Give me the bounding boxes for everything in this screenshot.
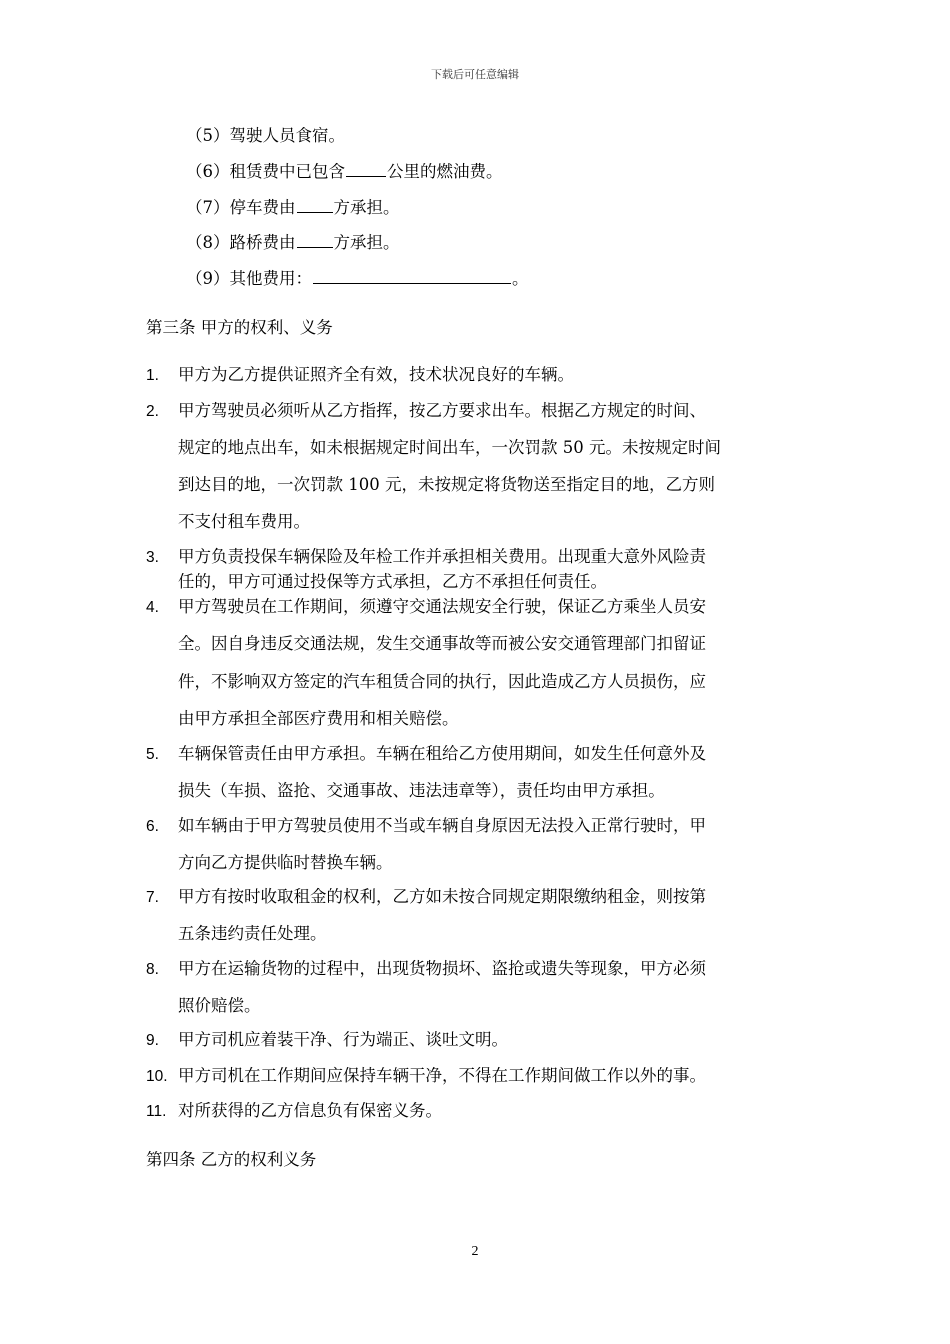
list-item-line: 甲方在运输货物的过程中，出现货物损坏、盗抢或遗失等现象，甲方必须 bbox=[178, 959, 706, 978]
fill-blank[interactable] bbox=[297, 196, 333, 213]
fee-item-8: （8）路桥费由 方承担。 bbox=[186, 233, 400, 252]
list-item-line: 照价赔偿。 bbox=[178, 996, 261, 1015]
list-item-number: 11. bbox=[146, 1103, 167, 1120]
list-item-line: 由甲方承担全部医疗费用和相关赔偿。 bbox=[178, 709, 459, 728]
list-item-number: 1. bbox=[146, 367, 159, 384]
list-item-line: 甲方司机在工作期间应保持车辆干净，不得在工作期间做工作以外的事。 bbox=[178, 1066, 706, 1085]
list-item-line: 任的，甲方可通过投保等方式承担，乙方不承担任何责任。 bbox=[178, 572, 607, 591]
list-item-line: 规定的地点出车，如未根据规定时间出车，一次罚款 50 元。未按规定时间 bbox=[178, 438, 721, 457]
list-item-line: 方向乙方提供临时替换车辆。 bbox=[178, 853, 393, 872]
fee-item-9: （9）其他费用： 。 bbox=[186, 269, 529, 288]
fill-blank[interactable] bbox=[313, 267, 511, 284]
list-item-line: 甲方为乙方提供证照齐全有效，技术状况良好的车辆。 bbox=[178, 365, 574, 384]
page-header-note: 下载后可任意编辑 bbox=[431, 68, 519, 81]
list-item-line: 到达目的地，一次罚款 100 元，未按规定将货物送至指定目的地，乙方则 bbox=[178, 475, 715, 494]
list-item-line: 件，不影响双方签定的汽车租赁合同的执行，因此造成乙方人员损伤，应 bbox=[178, 672, 706, 691]
list-item-number: 3. bbox=[146, 549, 159, 566]
section-3-title: 第三条 甲方的权利、义务 bbox=[146, 318, 333, 337]
list-item-number: 2. bbox=[146, 403, 159, 420]
list-item-line: 全。因自身违反交通法规，发生交通事故等而被公安交通管理部门扣留证 bbox=[178, 634, 706, 653]
fee-item-7: （7）停车费由 方承担。 bbox=[186, 198, 400, 217]
list-item-line: 甲方负责投保车辆保险及年检工作并承担相关费用。出现重大意外风险责 bbox=[178, 547, 706, 566]
list-item-number: 6. bbox=[146, 818, 159, 835]
fee-item-6: （6）租赁费中已包含 公里的燃油费。 bbox=[186, 162, 503, 181]
list-item-line: 损失（车损、盗抢、交通事故、违法违章等），责任均由甲方承担。 bbox=[178, 781, 665, 800]
fill-blank[interactable] bbox=[346, 160, 386, 177]
fill-blank[interactable] bbox=[297, 231, 333, 248]
list-item-number: 5. bbox=[146, 746, 159, 763]
list-item-number: 10. bbox=[146, 1068, 168, 1085]
page-number: 2 bbox=[471, 1244, 479, 1259]
list-item-number: 7. bbox=[146, 889, 159, 906]
list-item-line: 甲方驾驶员在工作期间，须遵守交通法规安全行驶，保证乙方乘坐人员安 bbox=[178, 597, 706, 616]
list-item-line: 五条违约责任处理。 bbox=[178, 924, 327, 943]
fee-item-5: （5）驾驶人员食宿。 bbox=[186, 126, 345, 145]
section-4-title: 第四条 乙方的权利义务 bbox=[146, 1150, 317, 1169]
list-item-line: 甲方驾驶员必须听从乙方指挥，按乙方要求出车。根据乙方规定的时间、 bbox=[178, 401, 706, 420]
list-item-number: 4. bbox=[146, 599, 159, 616]
list-item-line: 如车辆由于甲方驾驶员使用不当或车辆自身原因无法投入正常行驶时，甲 bbox=[178, 816, 706, 835]
list-item-line: 车辆保管责任由甲方承担。车辆在租给乙方使用期间，如发生任何意外及 bbox=[178, 744, 706, 763]
list-item-line: 甲方有按时收取租金的权利，乙方如未按合同规定期限缴纳租金，则按第 bbox=[178, 887, 706, 906]
list-item-line: 不支付租车费用。 bbox=[178, 512, 310, 531]
list-item-number: 8. bbox=[146, 961, 159, 978]
list-item-line: 对所获得的乙方信息负有保密义务。 bbox=[178, 1101, 442, 1120]
list-item-number: 9. bbox=[146, 1032, 159, 1049]
list-item-line: 甲方司机应着装干净、行为端正、谈吐文明。 bbox=[178, 1030, 508, 1049]
